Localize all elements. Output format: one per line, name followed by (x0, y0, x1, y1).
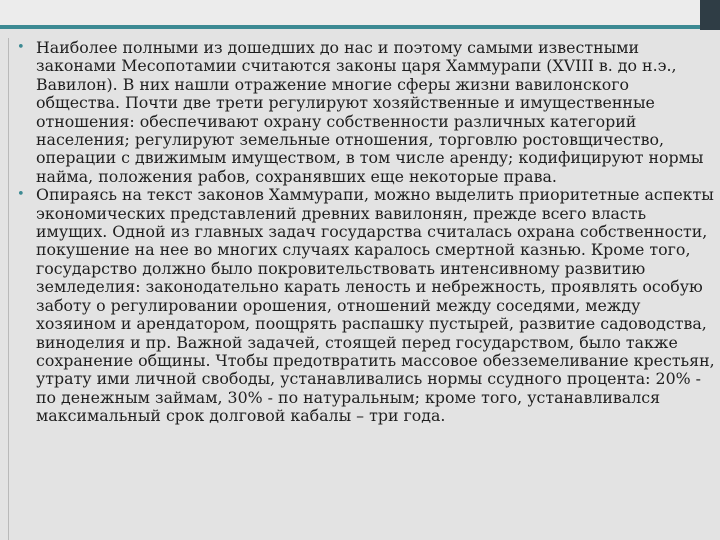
bullet-text: Опираясь на текст законов Хаммурапи, можно выделить приоритетные аспекты экономических представлений древних вавилонян, прежде всего власть имущих. Одной из главных задач государства считалась охрана собственности, покушение на нее во многих случаях каралось смертной казнью. Кроме того, государство должно было покровительствовать интенсивному развитию земледелия: законодательно карать леность и небрежность, проявлять особую заботу о регулировании орошения, отношений между соседями, между хозяином и арендатором, поощрять распашку пустырей, развитие садоводства, виноделия и пр. Важной задачей, стоящей перед государством, было также сохранение общины. Чтобы предотвратить массовое обезземеливание крестьян, утрату ими личной свободы, устанавливались нормы ссудного процента: 20% - по денежным займам, 30% - по натуральным; кроме того, устанавливался максимальный срок долговой кабалы – три года. (36, 185, 715, 426)
bullet-list (17, 39, 715, 426)
header-accent-line (0, 25, 700, 29)
top-band (0, 0, 720, 25)
slide-content (17, 39, 715, 426)
bullet-text: Наиболее полными из дошедших до нас и поэтому самыми известными законами Месопотамии считаются законы царя Хаммурапи (XVIII в. до н.э., Вавилон). В них нашли отражение многие сферы жизни вавилонского общества. Почти две трети регулируют хозяйственные и имущественные отношения: обеспечивают охрану собственности различных категорий населения; регулируют земельные отношения, торговлю ростовщичество, операции с движимым имуществом, в том числе аренду; кодифицируют нормы найма, положения рабов, сохранявших еще некоторые права. (36, 38, 704, 186)
bullet-icon: • (17, 187, 25, 203)
bullet-item-laws-overview (17, 39, 715, 186)
left-margin-rule (8, 38, 9, 540)
bullet-icon: • (17, 40, 25, 55)
header-corner-block (700, 0, 720, 30)
bullet-item-economic-priorities (17, 186, 715, 425)
